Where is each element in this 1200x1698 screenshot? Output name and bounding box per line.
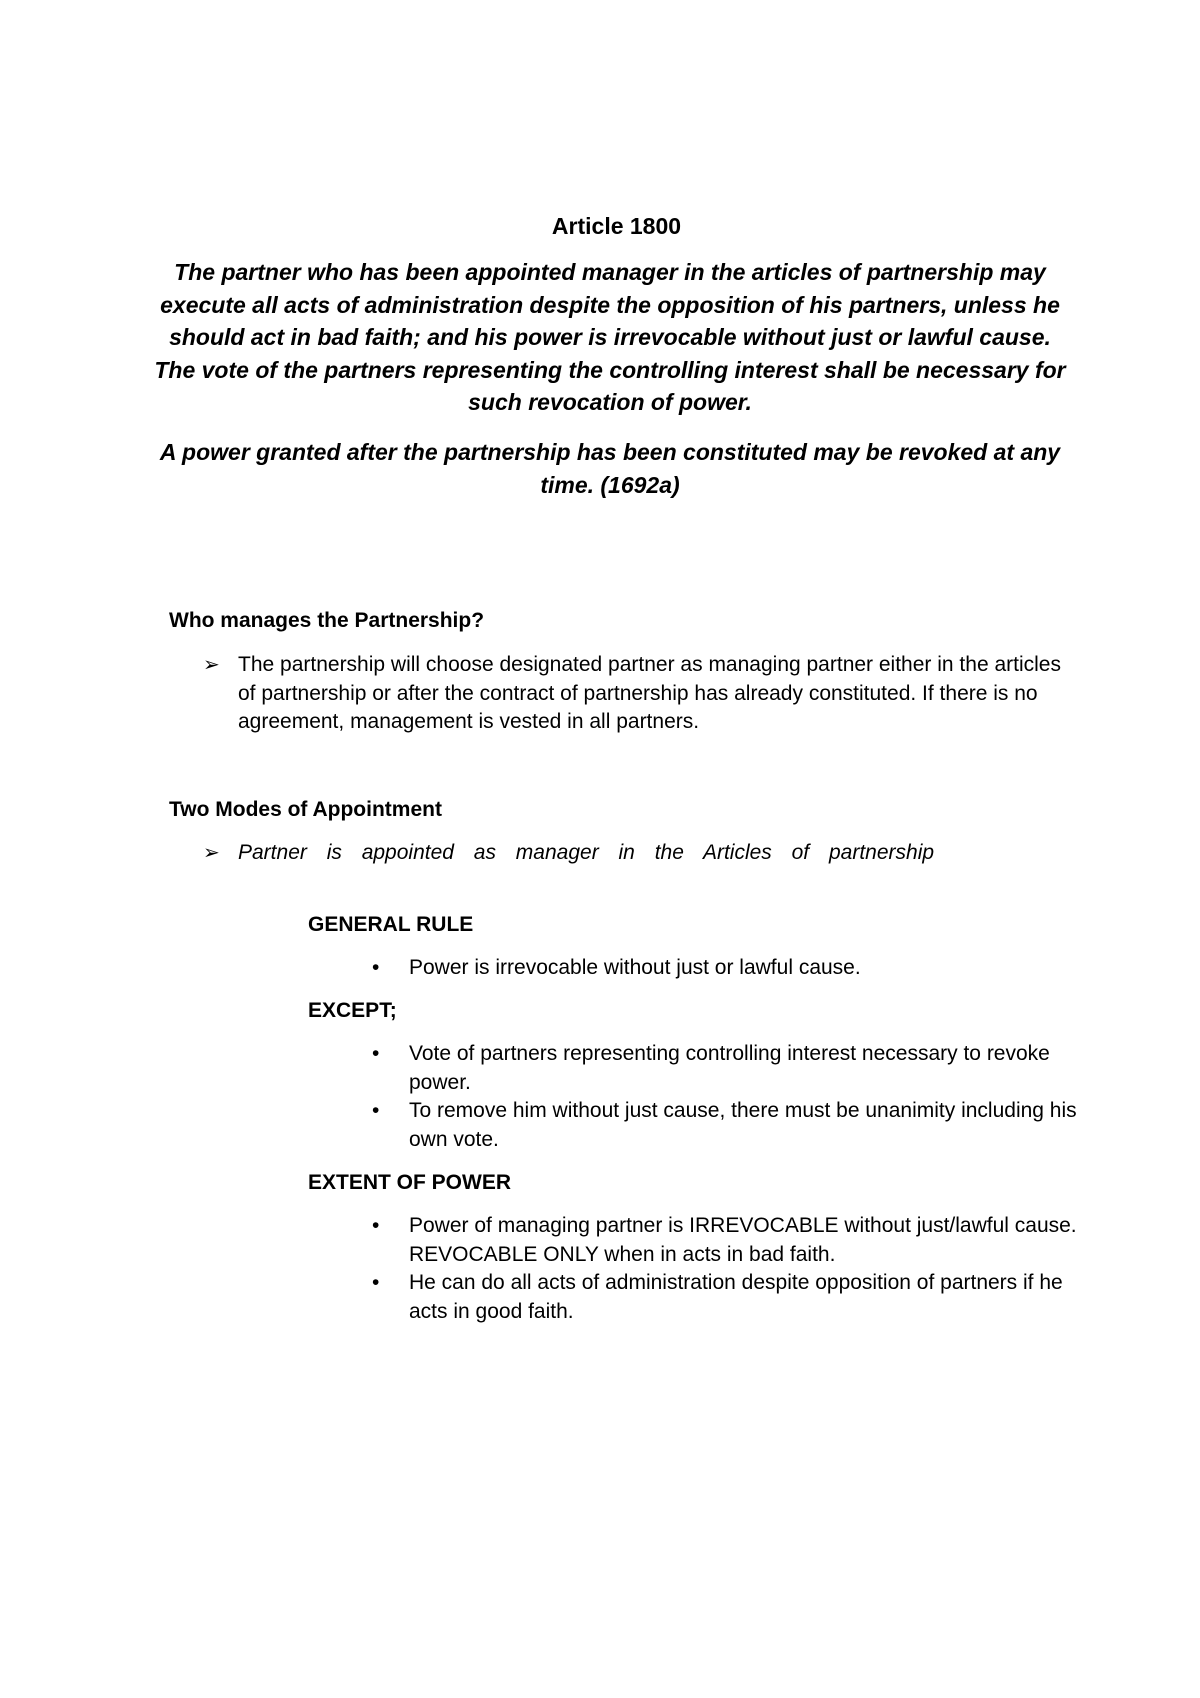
who-manages-item (203, 651, 1083, 737)
list-item-text: Power of managing partner is IRREVOCABLE without just/lawful cause. REVOCABLE ONLY when in acts in bad faith. (409, 1214, 1077, 1266)
modes-heading: Two Modes of Appointment (169, 798, 442, 821)
bullet-icon: • (372, 1099, 380, 1122)
extent-heading: EXTENT OF POWER (308, 1171, 512, 1194)
mode-item-text: Partner is appointed as manager in the Articles of partnership (238, 841, 935, 864)
extent-list (372, 1212, 1092, 1326)
who-manages-heading: Who manages the Partnership? (169, 609, 485, 632)
list-item (372, 1269, 1092, 1326)
general-rule-list (372, 954, 1092, 983)
bullet-icon: • (372, 1271, 380, 1294)
list-item-text: Power is irrevocable without just or lawful cause. (409, 956, 861, 979)
general-rule-heading: GENERAL RULE (308, 913, 474, 936)
bullet-icon: • (372, 1042, 380, 1065)
except-heading: EXCEPT; (308, 999, 397, 1022)
article-title: Article 1800 (551, 213, 682, 239)
bullet-icon: • (372, 956, 380, 979)
list-item (372, 954, 1092, 983)
list-item (372, 1212, 1092, 1269)
mode-item (203, 839, 1083, 868)
bullet-icon: • (372, 1214, 380, 1237)
article-paragraph-2: A power granted after the partnership has been constituted may be revoked at any time. (1692a) (159, 439, 1061, 498)
list-item-text: He can do all acts of administration despite opposition of partners if he acts in good faith. (409, 1271, 1063, 1323)
list-item (372, 1097, 1092, 1154)
list-item-text: To remove him without just cause, there must be unanimity including his own vote. (409, 1099, 1077, 1151)
who-manages-text: The partnership will choose designated partner as managing partner either in the articles of partnership or after the contract of partnership has already constituted. If there is no agreement, management is vested in all partners. (238, 653, 1061, 733)
except-list (372, 1040, 1092, 1154)
list-item (372, 1040, 1092, 1097)
article-paragraph-1: The partner who has been appointed manager in the articles of partnership may execute all acts of administration despite the opposition of his partners, unless he should act in bad faith; and his power is irrevocable without just or lawful cause. The vote of the partners representing the controlling interest shall be necessary for such revocation of power. (154, 259, 1066, 415)
arrow-bullet-icon: ➢ (203, 654, 220, 676)
list-item-text: Vote of partners representing controlling interest necessary to revoke power. (409, 1042, 1050, 1094)
arrow-bullet-icon: ➢ (203, 842, 220, 864)
